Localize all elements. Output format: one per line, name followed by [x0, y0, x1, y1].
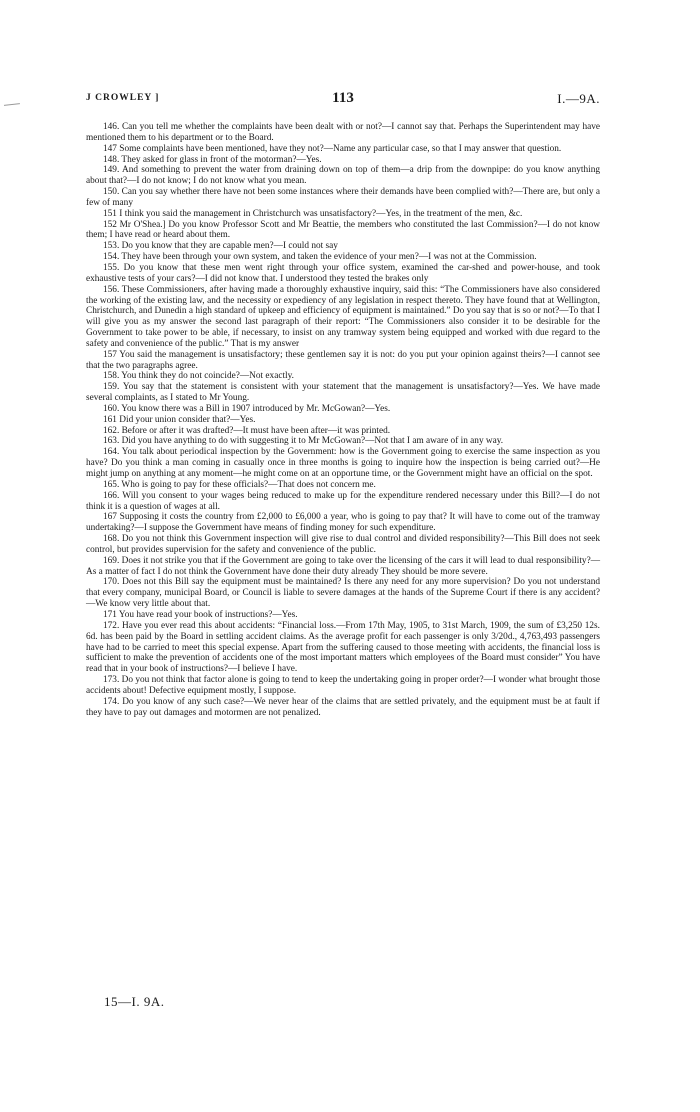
- question-answer-paragraph: 148. They asked for glass in front of the motorman?—Yes.: [103, 154, 322, 165]
- question-answer-paragraph: 159. You say that the statement is consistent with your statement that the management is unsatisfactory?—Yes. We have made several complaints, as I stated to Mr Young.: [86, 382, 600, 404]
- question-answer-paragraph: 154. They have been through your own system, and taken the evidence of your men?—I was not at the Commission.: [103, 252, 537, 263]
- question-answer-paragraph: 155. Do you know that these men went right through your office system, examined the car-shed and power-house, and took exhaustive tests of your cars?—I did not know that. I understood they tested the brakes only: [86, 262, 600, 284]
- question-answer-paragraph: 146. Can you tell me whether the complaints have been dealt with or not?—I cannot say that. Perhaps the Superintendent may have mentioned them to his department or to the Board.: [86, 122, 600, 143]
- question-answer-paragraph: 153. Do you know that they are capable men?—I could not say: [103, 241, 338, 252]
- question-answer-paragraph: 158. You think they do not coincide?—Not exactly.: [103, 371, 294, 382]
- margin-mark: [4, 103, 20, 107]
- page-header: [86, 91, 600, 107]
- question-answer-paragraph: 164. You talk about periodical inspection by the Government: how is the Government going to exercise the same inspection as you have? Do you think a man coming in casually once in three months is going to inquire how the inspection is being carried out?—He might jump on anything at any moment—he might come on at an opportune time, or the Government might have an official on the spot.: [86, 447, 600, 479]
- question-answer-paragraph: 156. These Commissioners, after having made a thoroughly exhaustive inquiry, said this: “The Commissioners have also considered the working of the existing law, and the necessity or expediency of any legislation in respect thereto. They have found that at Wellington, Christchurch, and Dunedin a high standard of upkeep and efficiency of equipment is maintained.” Do you say that is so or not?—To that I will give you as my answer the second last paragraph of their report: “The Commissioners also consider it to be desirable for the Government to take power to be able, if necessary, to insist on any tramway system being equipped and worked with due regard to the safety and convenience of the public.” That is my answer: [86, 284, 600, 349]
- question-answer-paragraph: 168. Do you not think this Government inspection will give rise to dual control and divided responsibility?—This Bill does not seek control, but provides supervision for the safety and convenience of the public.: [86, 534, 600, 555]
- question-answer-paragraph: 152 Mr O'Shea.] Do you know Professor Scott and Mr Beattie, the members who constituted the last Commission?—I do not know them; I have read or heard about them.: [86, 219, 600, 241]
- question-answer-paragraph: 170. Does not this Bill say the equipment must be maintained? Is there any need for any more supervision? Do you not understand that every company, municipal Board, or Council is liable to severe damages at the hands of the Supreme Court if there is any accident?—We know very little about that.: [86, 577, 600, 610]
- question-answer-paragraph: 163. Did you have anything to do with suggesting it to Mr McGowan?—Not that I am aware of in any way.: [103, 436, 504, 447]
- question-answer-paragraph: 151 I think you said the management in Christchurch was unsatisfactory?—Yes, in the treatment of the men, &c.: [103, 208, 523, 219]
- question-answer-paragraph: 160. You know there was a Bill in 1907 introduced by Mr. McGowan?—Yes.: [103, 403, 391, 414]
- question-answer-paragraph: 166. Will you consent to your wages being reduced to make up for the expenditure rendered necessary under this Bill?—I do not think it is a question of wages at all.: [86, 490, 600, 512]
- question-answer-paragraph: 173. Do you not think that factor alone is going to tend to keep the undertaking going in proper order?—I wonder what brought those accidents about! Defective equipment mostly, I suppose.: [86, 675, 600, 696]
- question-answer-paragraph: 169. Does it not strike you that if the Government are going to take over the licensing of the cars it will lead to dual responsibility?—As a matter of fact I do not think the Government have done their duty already They should be more severe.: [86, 555, 600, 577]
- question-answer-paragraph: 165. Who is going to pay for these officials?—That does not concern me.: [103, 479, 376, 490]
- question-answer-paragraph: 172. Have you ever read this about accidents: “Financial loss.—From 17th May, 1905, to 31st March, 1909, the sum of £3,250 12s. 6d. has been paid by the Board in settling accident claims. As the average profit for each passenger is only 3/20d., 4,763,493 passengers have had to be carried to meet this special expense. Apart from the suffering caused to those meeting with accidents, the financial loss is sufficient to make the prevention of accidents one of the most important matters which employees of the Board must consider” You have read that in your book of instructions?—I believe I have.: [86, 620, 600, 675]
- page-number: 113: [332, 90, 354, 106]
- question-answer-paragraph: 167 Supposing it costs the country from £2,000 to £6,000 a year, who is going to pay that? It will have to come out of the tramway undertaking?—I suppose the Government have means of finding money for such expenditure.: [86, 512, 600, 534]
- paper-reference: I.—9A.: [557, 91, 600, 106]
- question-answer-paragraph: 161 Did your union consider that?—Yes.: [103, 414, 256, 425]
- document-body: [86, 122, 600, 718]
- question-answer-paragraph: 157 You said the management is unsatisfactory; these gentlemen say it is not: do you put your opinion against theirs?—I cannot see that the two paragraphs agree.: [86, 349, 600, 371]
- question-answer-paragraph: 150. Can you say whether there have not been some instances where their demands have been complied with?—There are, but only a few of many: [86, 187, 600, 208]
- question-answer-paragraph: 149. And something to prevent the water from draining down on top of them—a drip from the downpipe: do you know anything about that?—I do not know; I do not know what you mean.: [86, 165, 600, 187]
- question-answer-paragraph: 147 Some complaints have been mentioned, have they not?—Name any particular case, so that I may answer that question.: [103, 143, 562, 154]
- signature-mark: 15—I. 9A.: [104, 994, 165, 1009]
- question-answer-paragraph: 174. Do you know of any such case?—We never hear of the claims that are settled privately, and the equipment must be at fault if they have to pay out damages and motormen are not penalized.: [86, 696, 600, 718]
- header-witness-name: J CROWLEY ]: [86, 93, 160, 103]
- question-answer-paragraph: 162. Before or after it was drafted?—It must have been after—it was printed.: [103, 425, 391, 436]
- question-answer-paragraph: 171 You have read your book of instructions?—Yes.: [103, 609, 298, 620]
